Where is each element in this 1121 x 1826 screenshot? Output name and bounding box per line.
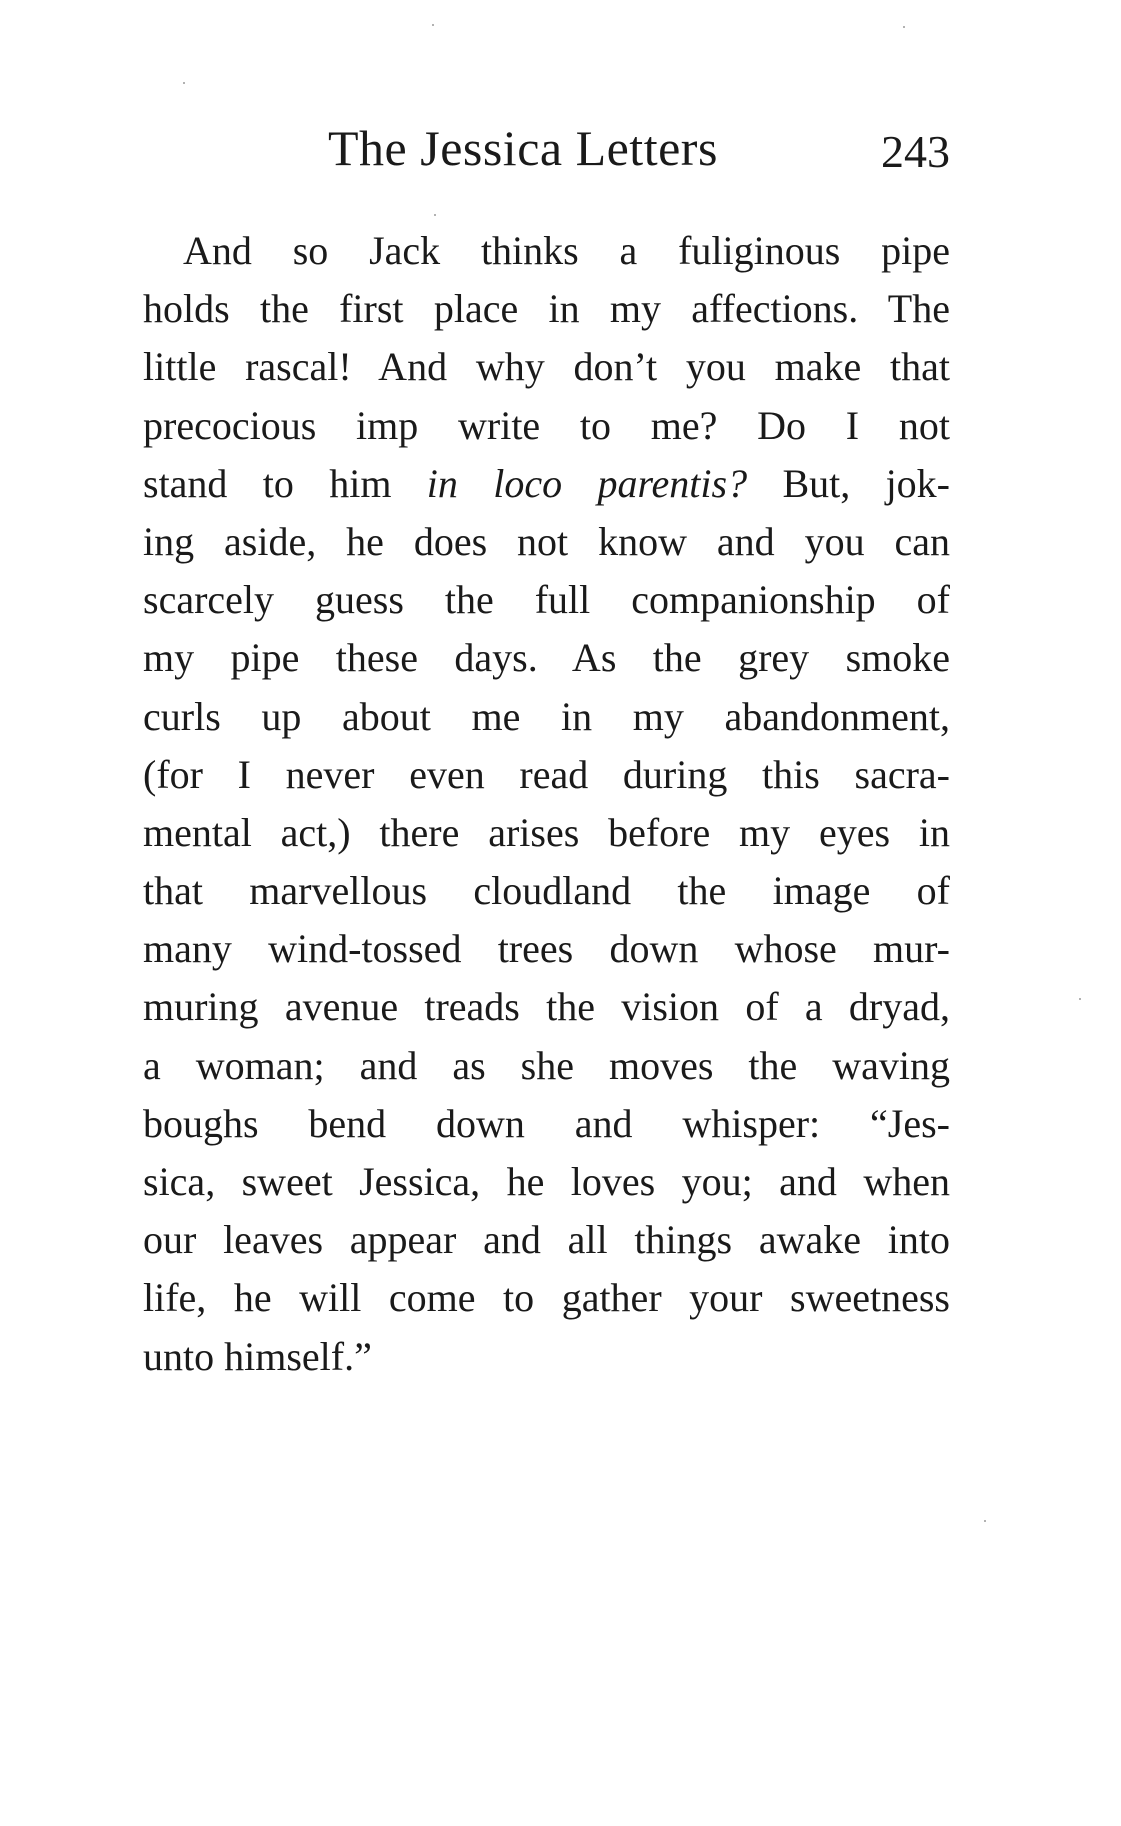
italic-phrase: in loco parentis?	[426, 460, 748, 506]
text-line: sica, sweet Jessica, he loves you; and when	[143, 1159, 950, 1204]
paper-speck	[183, 82, 185, 84]
text-line: my pipe these days. As the grey smoke	[143, 635, 950, 681]
text-line: (for I never even read during this sacra-	[143, 751, 950, 797]
text-line: a woman; and as she moves the waving	[143, 1042, 950, 1088]
text-line: scarcely guess the full companionship of	[143, 577, 950, 623]
text-line: unto himself.”	[143, 1333, 372, 1379]
paper-speck	[984, 1520, 986, 1522]
running-head	[143, 118, 950, 178]
text-line: And so Jack thinks a fuliginous pipe	[183, 228, 950, 273]
paper-speck	[903, 26, 905, 28]
text-line: boughs bend down and whisper: “Jes-	[143, 1100, 950, 1146]
text-line: ing aside, he does not know and you can	[143, 518, 950, 564]
text-segment: But, jok-	[782, 460, 951, 506]
paper-speck	[1079, 998, 1081, 1000]
text-line: our leaves appear and all things awake into	[143, 1217, 950, 1263]
text-line: many wind-tossed trees down whose mur-	[143, 926, 950, 972]
body-text	[143, 222, 950, 1386]
text-line	[143, 455, 950, 513]
text-line: that marvellous cloudland the image of	[143, 868, 950, 914]
text-segment: stand to him	[143, 460, 392, 506]
text-line: precocious imp write to me? Do I not	[143, 402, 950, 448]
text-line: curls up about me in my abandonment,	[143, 693, 950, 739]
paper-speck	[434, 214, 436, 216]
paper-speck	[432, 24, 434, 26]
page-number: 243	[881, 126, 950, 177]
text-line: muring avenue treads the vision of a dryad,	[143, 984, 950, 1030]
running-title: The Jessica Letters	[328, 120, 718, 176]
text-line: holds the first place in my affections. The	[143, 286, 950, 332]
text-line: little rascal! And why don’t you make that	[143, 344, 950, 390]
text-line: mental act,) there arises before my eyes in	[143, 809, 950, 855]
text-line: life, he will come to gather your sweetness	[143, 1275, 950, 1321]
